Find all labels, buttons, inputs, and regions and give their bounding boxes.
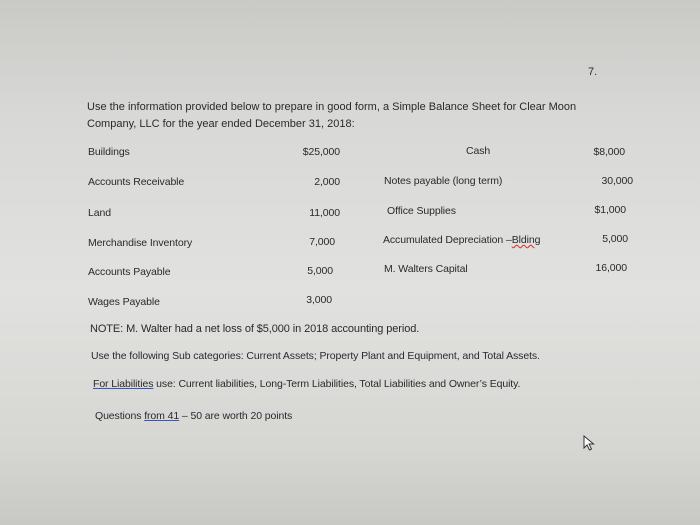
spellcheck-flagged-word: Blding [511, 234, 541, 246]
item-label-notes-payable: Notes payable (long term) [384, 175, 503, 187]
points-instruction [95, 410, 292, 422]
item-label-merchandise-inventory: Merchandise Inventory [88, 237, 193, 249]
item-label-cash: Cash [466, 145, 491, 157]
item-label-accumulated-depreciation [383, 234, 540, 246]
item-value-office-supplies: $1,000 [594, 204, 626, 216]
points-text: – 50 are worth 20 points [179, 410, 293, 422]
item-label-buildings: Buildings [88, 146, 130, 158]
item-value-capital: 16,000 [595, 262, 627, 274]
item-label-accounts-receivable: Accounts Receivable [88, 176, 185, 188]
liabilities-link[interactable]: For Liabilities [93, 378, 154, 390]
item-label-wages-payable: Wages Payable [88, 296, 160, 308]
item-label-land: Land [88, 207, 111, 219]
item-value-accumulated-depreciation: 5,000 [602, 233, 628, 245]
questions-range-link[interactable]: from 41 [144, 410, 180, 422]
liabilities-instruction-text: use: Current liabilities, Long-Term Liabilities, Total Liabilities and Owner’s Equity. [153, 378, 521, 390]
item-value-wages-payable: 3,000 [306, 294, 332, 306]
subcategories-instruction: Use the following Sub categories: Current Assets; Property Plant and Equipment, and Total Assets. [91, 350, 540, 362]
mouse-pointer-icon [583, 435, 595, 451]
item-value-merchandise-inventory: 7,000 [309, 236, 335, 248]
item-value-accounts-receivable: 2,000 [314, 176, 340, 188]
item-label-office-supplies: Office Supplies [387, 205, 456, 217]
instructions-paragraph [87, 99, 647, 133]
item-value-cash: $8,000 [593, 146, 625, 158]
item-label-accounts-payable: Accounts Payable [88, 266, 171, 278]
note-net-loss: NOTE: M. Walter had a net loss of $5,000 in 2018 accounting period. [90, 323, 420, 335]
item-value-notes-payable: 30,000 [601, 175, 633, 187]
accumulated-depreciation-text: Accumulated Depreciation – [383, 234, 512, 246]
instructions-line-2: Company, LLC for the year ended December 31, 2018: [87, 118, 355, 130]
question-number: 7. [588, 66, 598, 78]
points-prefix: Questions [95, 410, 145, 422]
instructions-line-1: Use the information provided below to prepare in good form, a Simple Balance Sheet for Clear Moon [87, 101, 577, 113]
item-value-accounts-payable: 5,000 [307, 265, 333, 277]
item-label-capital: M. Walters Capital [384, 263, 468, 275]
item-value-buildings: $25,000 [302, 146, 340, 158]
item-value-land: 11,000 [309, 207, 340, 219]
liabilities-instruction [93, 378, 520, 390]
